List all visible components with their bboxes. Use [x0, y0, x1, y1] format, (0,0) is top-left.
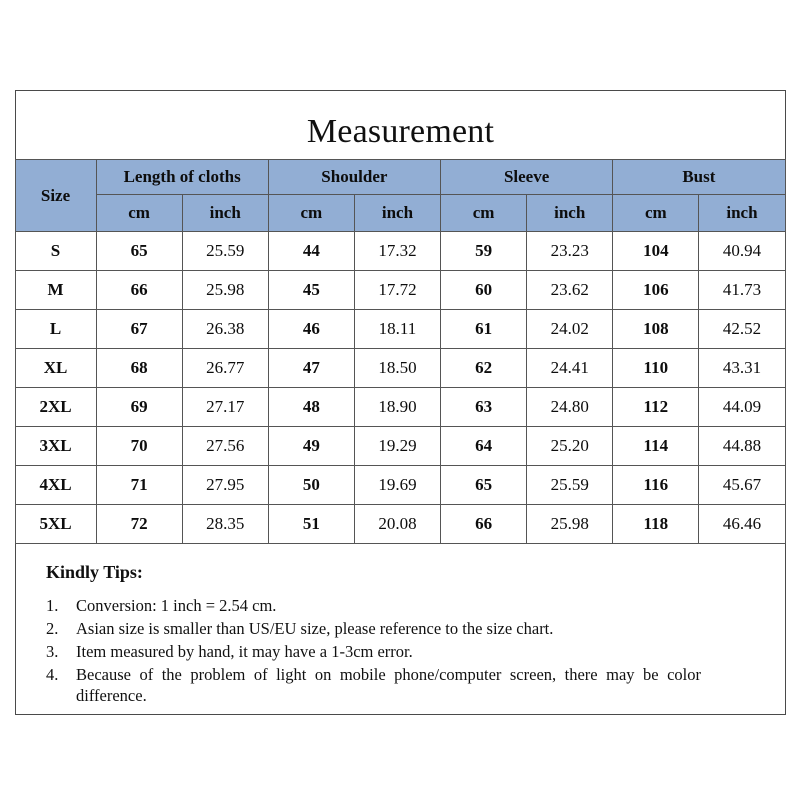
cell-inch: 27.56 — [182, 427, 268, 466]
page-title: Measurement — [306, 113, 495, 150]
cell-cm: 68 — [96, 349, 182, 388]
cell-cm: 72 — [96, 505, 182, 544]
cell-inch: 19.69 — [354, 466, 440, 505]
cell-inch: 42.52 — [699, 310, 785, 349]
tip-number: 1. — [46, 596, 59, 615]
cell-cm: 62 — [441, 349, 527, 388]
cell-cm: 110 — [613, 349, 699, 388]
cell-inch: 27.95 — [182, 466, 268, 505]
table-row — [15, 232, 785, 271]
cell-cm: 71 — [96, 466, 182, 505]
size-measurement-table — [15, 159, 786, 544]
cell-cm: 114 — [613, 427, 699, 466]
cell-cm: 118 — [613, 505, 699, 544]
unit-header-sleeve-cm: cm — [441, 195, 527, 232]
cell-inch: 24.80 — [527, 388, 613, 427]
cell-cm: 60 — [441, 271, 527, 310]
cell-cm: 45 — [268, 271, 354, 310]
cell-inch: 24.41 — [527, 349, 613, 388]
column-header-sleeve: Sleeve — [441, 160, 613, 195]
cell-size: 2XL — [15, 388, 96, 427]
cell-cm: 61 — [441, 310, 527, 349]
unit-header-sleeve-inch: inch — [527, 195, 613, 232]
cell-cm: 106 — [613, 271, 699, 310]
table-row — [15, 310, 785, 349]
cell-cm: 69 — [96, 388, 182, 427]
cell-inch: 17.32 — [354, 232, 440, 271]
cell-inch: 25.20 — [527, 427, 613, 466]
tip-text: Because of the problem of light on mobile phone/computer screen, there may be color difference. — [76, 665, 701, 705]
cell-size: XL — [15, 349, 96, 388]
table-row — [15, 505, 785, 544]
cell-inch: 25.59 — [527, 466, 613, 505]
tip-number: 2. — [46, 619, 59, 638]
cell-cm: 64 — [441, 427, 527, 466]
cell-cm: 44 — [268, 232, 354, 271]
cell-inch: 41.73 — [699, 271, 785, 310]
cell-size: 5XL — [15, 505, 96, 544]
cell-inch: 44.09 — [699, 388, 785, 427]
table-row — [15, 349, 785, 388]
column-header-shoulder: Shoulder — [268, 160, 440, 195]
cell-cm: 49 — [268, 427, 354, 466]
cell-size: M — [15, 271, 96, 310]
column-header-length-of-cloths: Length of cloths — [96, 160, 268, 195]
column-header-bust: Bust — [613, 160, 785, 195]
cell-inch: 43.31 — [699, 349, 785, 388]
cell-cm: 59 — [441, 232, 527, 271]
tip-item — [46, 618, 701, 639]
tip-text: Asian size is smaller than US/EU size, please reference to the size chart. — [76, 619, 554, 638]
cell-cm: 51 — [268, 505, 354, 544]
column-header-size: Size — [15, 160, 96, 232]
cell-inch: 40.94 — [699, 232, 785, 271]
cell-inch: 18.11 — [354, 310, 440, 349]
kindly-tips-list — [46, 595, 785, 706]
unit-header-shoulder-cm: cm — [268, 195, 354, 232]
cell-cm: 116 — [613, 466, 699, 505]
kindly-tips-section — [16, 544, 785, 706]
tip-text: Item measured by hand, it may have a 1-3cm error. — [76, 642, 413, 661]
cell-size: 4XL — [15, 466, 96, 505]
cell-inch: 20.08 — [354, 505, 440, 544]
cell-inch: 27.17 — [182, 388, 268, 427]
cell-inch: 18.90 — [354, 388, 440, 427]
cell-cm: 47 — [268, 349, 354, 388]
cell-inch: 26.77 — [182, 349, 268, 388]
measurement-chart-card — [15, 90, 786, 715]
tip-item — [46, 595, 701, 616]
unit-header-length-inch: inch — [182, 195, 268, 232]
cell-cm: 46 — [268, 310, 354, 349]
cell-cm: 67 — [96, 310, 182, 349]
cell-size: L — [15, 310, 96, 349]
unit-header-bust-cm: cm — [613, 195, 699, 232]
table-header — [15, 160, 785, 232]
cell-inch: 46.46 — [699, 505, 785, 544]
cell-inch: 44.88 — [699, 427, 785, 466]
cell-inch: 25.98 — [182, 271, 268, 310]
tip-number: 4. — [46, 665, 59, 684]
cell-size: 3XL — [15, 427, 96, 466]
cell-cm: 63 — [441, 388, 527, 427]
table-row — [15, 388, 785, 427]
cell-cm: 65 — [96, 232, 182, 271]
cell-cm: 108 — [613, 310, 699, 349]
kindly-tips-title: Kindly Tips: — [46, 562, 143, 582]
cell-inch: 18.50 — [354, 349, 440, 388]
cell-cm: 70 — [96, 427, 182, 466]
tip-number: 3. — [46, 642, 59, 661]
cell-cm: 48 — [268, 388, 354, 427]
cell-inch: 45.67 — [699, 466, 785, 505]
cell-inch: 25.98 — [527, 505, 613, 544]
cell-size: S — [15, 232, 96, 271]
cell-inch: 17.72 — [354, 271, 440, 310]
cell-inch: 25.59 — [182, 232, 268, 271]
cell-cm: 66 — [96, 271, 182, 310]
tip-item — [46, 664, 701, 706]
table-row — [15, 427, 785, 466]
cell-cm: 50 — [268, 466, 354, 505]
table-header-row-units — [15, 195, 785, 232]
table-row — [15, 466, 785, 505]
unit-header-shoulder-inch: inch — [354, 195, 440, 232]
cell-cm: 66 — [441, 505, 527, 544]
cell-cm: 104 — [613, 232, 699, 271]
tip-item — [46, 641, 701, 662]
unit-header-bust-inch: inch — [699, 195, 785, 232]
table-body — [15, 232, 785, 544]
table-row — [15, 271, 785, 310]
table-header-row-groups — [15, 160, 785, 195]
cell-cm: 65 — [441, 466, 527, 505]
tip-text: Conversion: 1 inch = 2.54 cm. — [76, 596, 277, 615]
cell-inch: 23.62 — [527, 271, 613, 310]
cell-inch: 26.38 — [182, 310, 268, 349]
cell-inch: 19.29 — [354, 427, 440, 466]
cell-cm: 112 — [613, 388, 699, 427]
cell-inch: 28.35 — [182, 505, 268, 544]
cell-inch: 24.02 — [527, 310, 613, 349]
cell-inch: 23.23 — [527, 232, 613, 271]
unit-header-length-cm: cm — [96, 195, 182, 232]
